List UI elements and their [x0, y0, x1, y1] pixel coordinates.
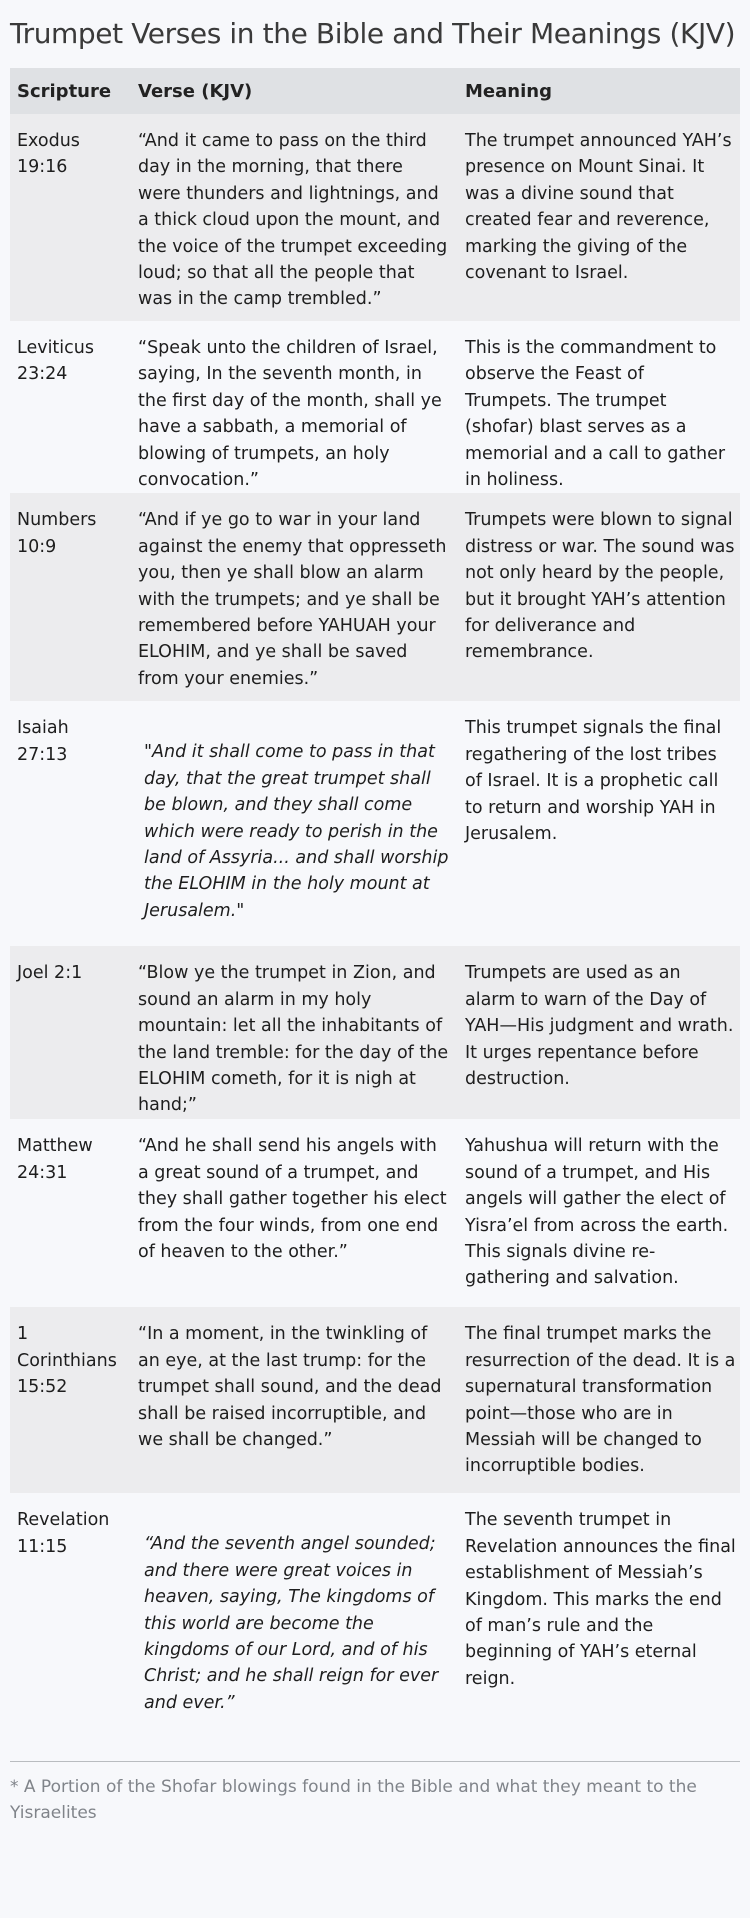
- footnote: * A Portion of the Shofar blowings found in the Bible and what they meant to the Yisraelites: [10, 1777, 697, 1824]
- table-row: [10, 493, 740, 701]
- meaning-cell: Yahushua will return with the sound of a trumpet, and His angels will gather the elect of Yisra’el from across the earth. This signals divine re-gathering and salvation.: [458, 1119, 740, 1307]
- verse-cell: “And it came to pass on the third day in the morning, that there were thunders and lightnings, and a thick cloud upon the mount, and the voice of the trumpet exceeding loud; so that all the people that was in the camp trembled.”: [131, 114, 458, 321]
- verse-cell: “And if ye go to war in your land against the enemy that oppresseth you, then ye shall blow an alarm with the trumpets; and ye shall be remembered before YAHUAH your ELOHIM, and ye shall be saved from your enemies.”: [131, 493, 458, 701]
- meaning-cell: This trumpet signals the final regathering of the lost tribes of Israel. It is a prophetic call to return and worship YAH in Jerusalem.: [458, 701, 740, 946]
- verse-cell: “Blow ye the trumpet in Zion, and sound an alarm in my holy mountain: let all the inhabitants of the land tremble: for the day of the ELOHIM cometh, for it is nigh at hand;”: [131, 946, 458, 1119]
- table-row: [10, 114, 740, 321]
- verse-quote-italic: “And the seventh angel sounded; and there were great voices in heaven, saying, The kingdoms of this world are become the kingdoms of our Lord, and of his Christ; and he shall reign for ever and ever.”: [144, 1534, 439, 1713]
- table-row: [10, 1307, 740, 1493]
- scripture-cell: Matthew 24:31: [10, 1119, 131, 1307]
- verse-cell: “Speak unto the children of Israel, saying, In the seventh month, in the first day of the month, shall ye have a sabbath, a memorial of blowing of trumpets, an holy convocation.”: [131, 321, 458, 493]
- verse-cell: [131, 1493, 458, 1751]
- meaning-cell: Trumpets were blown to signal distress or war. The sound was not only heard by the people, but it brought YAH’s attention for deliverance and remembrance.: [458, 493, 740, 701]
- verse-cell: “In a moment, in the twinkling of an eye, at the last trump: for the trumpet shall sound, and the dead shall be raised incorruptible, and we shall be changed.”: [131, 1307, 458, 1493]
- scripture-cell: Joel 2:1: [10, 946, 131, 1119]
- page-title: Trumpet Verses in the Bible and Their Meanings (KJV): [10, 17, 736, 50]
- meaning-cell: Trumpets are used as an alarm to warn of the Day of YAH—His judgment and wrath. It urges repentance before destruction.: [458, 946, 740, 1119]
- table-header: [10, 68, 740, 114]
- meaning-cell: The trumpet announced YAH’s presence on Mount Sinai. It was a divine sound that created fear and reverence, marking the giving of the covenant to Israel.: [458, 114, 740, 321]
- verse-cell: [131, 701, 458, 946]
- header-verse: Verse (KJV): [131, 68, 458, 114]
- header-scripture: Scripture: [10, 68, 131, 114]
- table-row: [10, 1119, 740, 1307]
- header-meaning: Meaning: [458, 68, 740, 114]
- trumpet-verses-table: [10, 68, 740, 1751]
- scripture-cell: Numbers 10:9: [10, 493, 131, 701]
- meaning-cell: This is the commandment to observe the Feast of Trumpets. The trumpet (shofar) blast serves as a memorial and a call to gather in holiness.: [458, 321, 740, 493]
- footnote-divider: [10, 1761, 740, 1762]
- table-row: [10, 1493, 740, 1751]
- scripture-cell: Exodus 19:16: [10, 114, 131, 321]
- verse-quote-italic: "And it shall come to pass in that day, that the great trumpet shall be blown, and they shall come which were ready to perish in the land of Assyria... and shall worship the ELOHIM in the holy mount at Jerusalem.": [144, 742, 449, 921]
- header-row: [10, 68, 740, 114]
- table-row: [10, 701, 740, 946]
- scripture-cell: 1 Corinthians 15:52: [10, 1307, 131, 1493]
- scripture-cell: Leviticus 23:24: [10, 321, 131, 493]
- scripture-cell: Revelation 11:15: [10, 1493, 131, 1751]
- table-body: [10, 114, 740, 1751]
- scripture-cell: Isaiah 27:13: [10, 701, 131, 946]
- table-row: [10, 321, 740, 493]
- meaning-cell: The final trumpet marks the resurrection of the dead. It is a supernatural transformation point—those who are in Messiah will be changed to incorruptible bodies.: [458, 1307, 740, 1493]
- table-row: [10, 946, 740, 1119]
- verse-cell: “And he shall send his angels with a great sound of a trumpet, and they shall gather together his elect from the four winds, from one end of heaven to the other.”: [131, 1119, 458, 1307]
- meaning-cell: The seventh trumpet in Revelation announces the final establishment of Messiah’s Kingdom. This marks the end of man’s rule and the beginning of YAH’s eternal reign.: [458, 1493, 740, 1751]
